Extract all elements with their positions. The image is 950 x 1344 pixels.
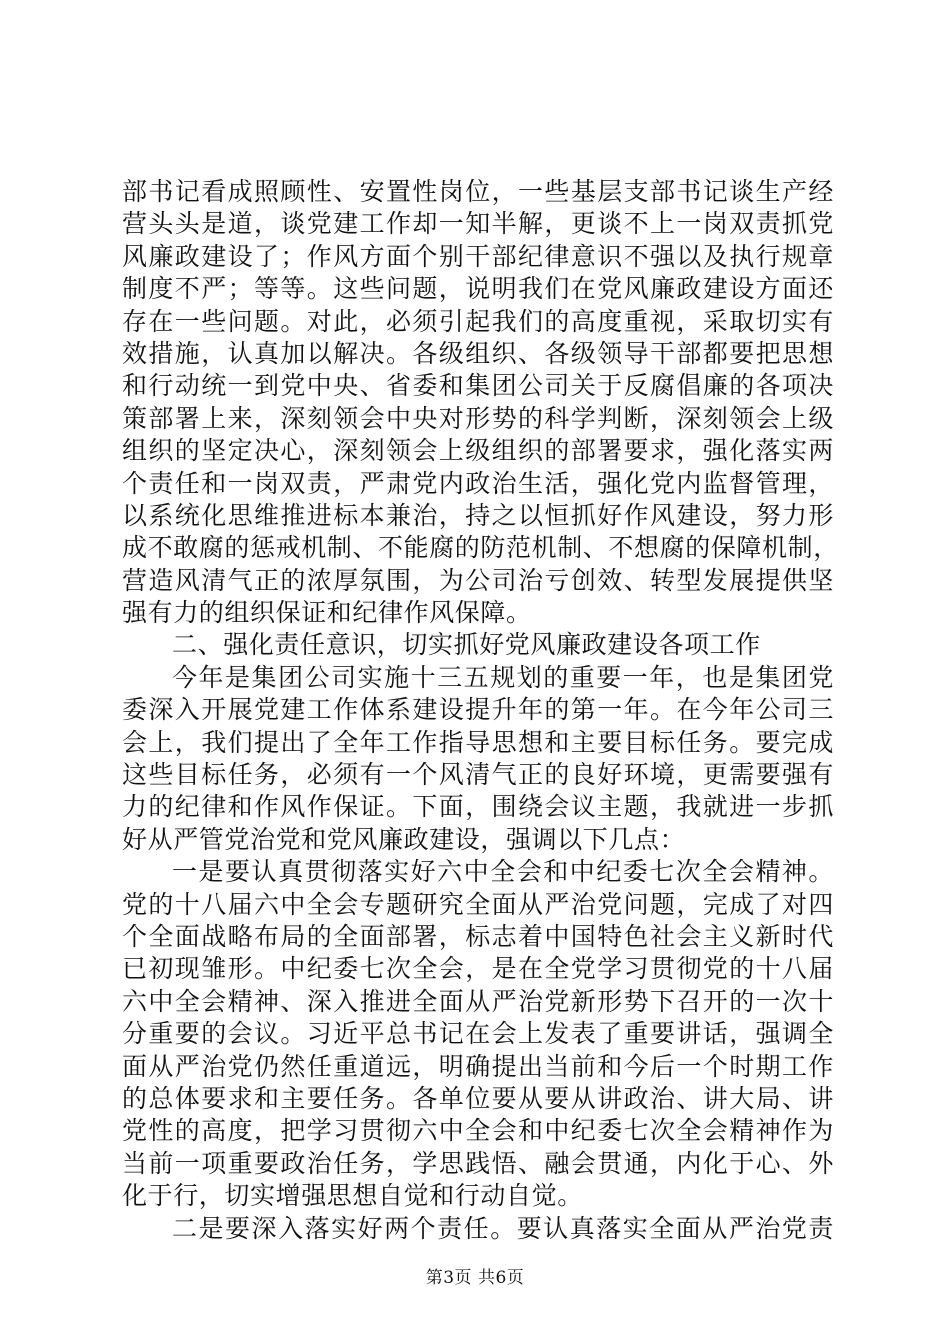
text-line: 这些目标任务，必须有一个风清气正的良好环境，更需要强有 [122,760,834,790]
text-line: 党的十八届六中全会专题研究全面从严治党问题，完成了对四 [122,889,834,919]
text-line: 个全面战略布局的全面部署，标志着中国特色社会主义新时代 [122,921,834,951]
text-line: 风廉政建设了；作风方面个别干部纪律意识不强以及执行规章 [122,241,834,271]
text-line: 面从严治党仍然任重道远，明确提出当前和今后一个时期工作 [122,1051,834,1081]
text-line: 存在一些问题。对此，必须引起我们的高度重视，采取切实有 [122,306,834,336]
text-line: 今年是集团公司实施十三五规划的重要一年，也是集团党 [172,662,834,692]
text-line: 分重要的会议。习近平总书记在会上发表了重要讲话，强调全 [122,1019,834,1049]
text-line: 和行动统一到党中央、省委和集团公司关于反腐倡廉的各项决 [122,371,834,401]
text-line: 组织的坚定决心，深刻领会上级组织的部署要求，强化落实两 [122,436,834,466]
text-line: 已初现雏形。中纪委七次全会，是在全党学习贯彻党的十八届 [122,954,834,984]
text-line: 会上，我们提出了全年工作指导思想和主要目标任务。要完成 [122,727,834,757]
text-line: 营头头是道，谈党建工作却一知半解，更谈不上一岗双责抓党 [122,209,834,239]
text-line: 部书记看成照顾性、安置性岗位，一些基层支部书记谈生产经 [122,177,834,206]
page-number-footer: 第3页 共6页 [425,1268,525,1288]
text-line: 个责任和一岗双责，严肃党内政治生活，强化党内监督管理， [122,468,834,498]
document-body [122,176,839,1245]
text-line: 委深入开展党建工作体系建设提升年的第一年。在今年公司三 [122,695,834,725]
section-heading: 二、强化责任意识，切实抓好党风廉政建设各项工作 [172,630,761,660]
text-line: 六中全会精神、深入推进全面从严治党新形势下召开的一次十 [122,986,834,1016]
text-line: 党性的高度，把学习贯彻六中全会和中纪委七次全会精神作为 [122,1116,834,1146]
text-line: 策部署上来，深刻领会中央对形势的科学判断，深刻领会上级 [122,403,834,433]
text-line: 成不敢腐的惩戒机制、不能腐的防范机制、不想腐的保障机制， [122,533,839,563]
text-line: 化于行，切实增强思想自觉和行动自觉。 [122,1181,583,1211]
text-line: 强有力的组织保证和纪律作风保障。 [122,598,532,628]
text-line: 当前一项重要政治任务，学思践悟、融会贯通，内化于心、外 [122,1148,834,1178]
text-line: 制度不严；等等。这些问题，说明我们在党风廉政建设方面还 [122,274,834,304]
text-line: 好从严管党治党和党风廉政建设，强调以下几点： [122,824,686,854]
text-line: 营造风清气正的浓厚氛围，为公司治亏创效、转型发展提供坚 [122,565,834,595]
text-line: 一是要认真贯彻落实好六中全会和中纪委七次全会精神。 [172,857,834,887]
text-line: 效措施，认真加以解决。各级组织、各级领导干部都要把思想 [122,338,834,368]
text-line: 以系统化思维推进标本兼治，持之以恒抓好作风建设，努力形 [122,500,834,530]
text-line: 的总体要求和主要任务。各单位要从要从讲政治、讲大局、讲 [122,1083,834,1113]
text-line: 力的纪律和作风作保证。下面，围绕会议主题，我就进一步抓 [122,792,834,822]
text-line: 二是要深入落实好两个责任。要认真落实全面从严治党责 [172,1213,834,1243]
